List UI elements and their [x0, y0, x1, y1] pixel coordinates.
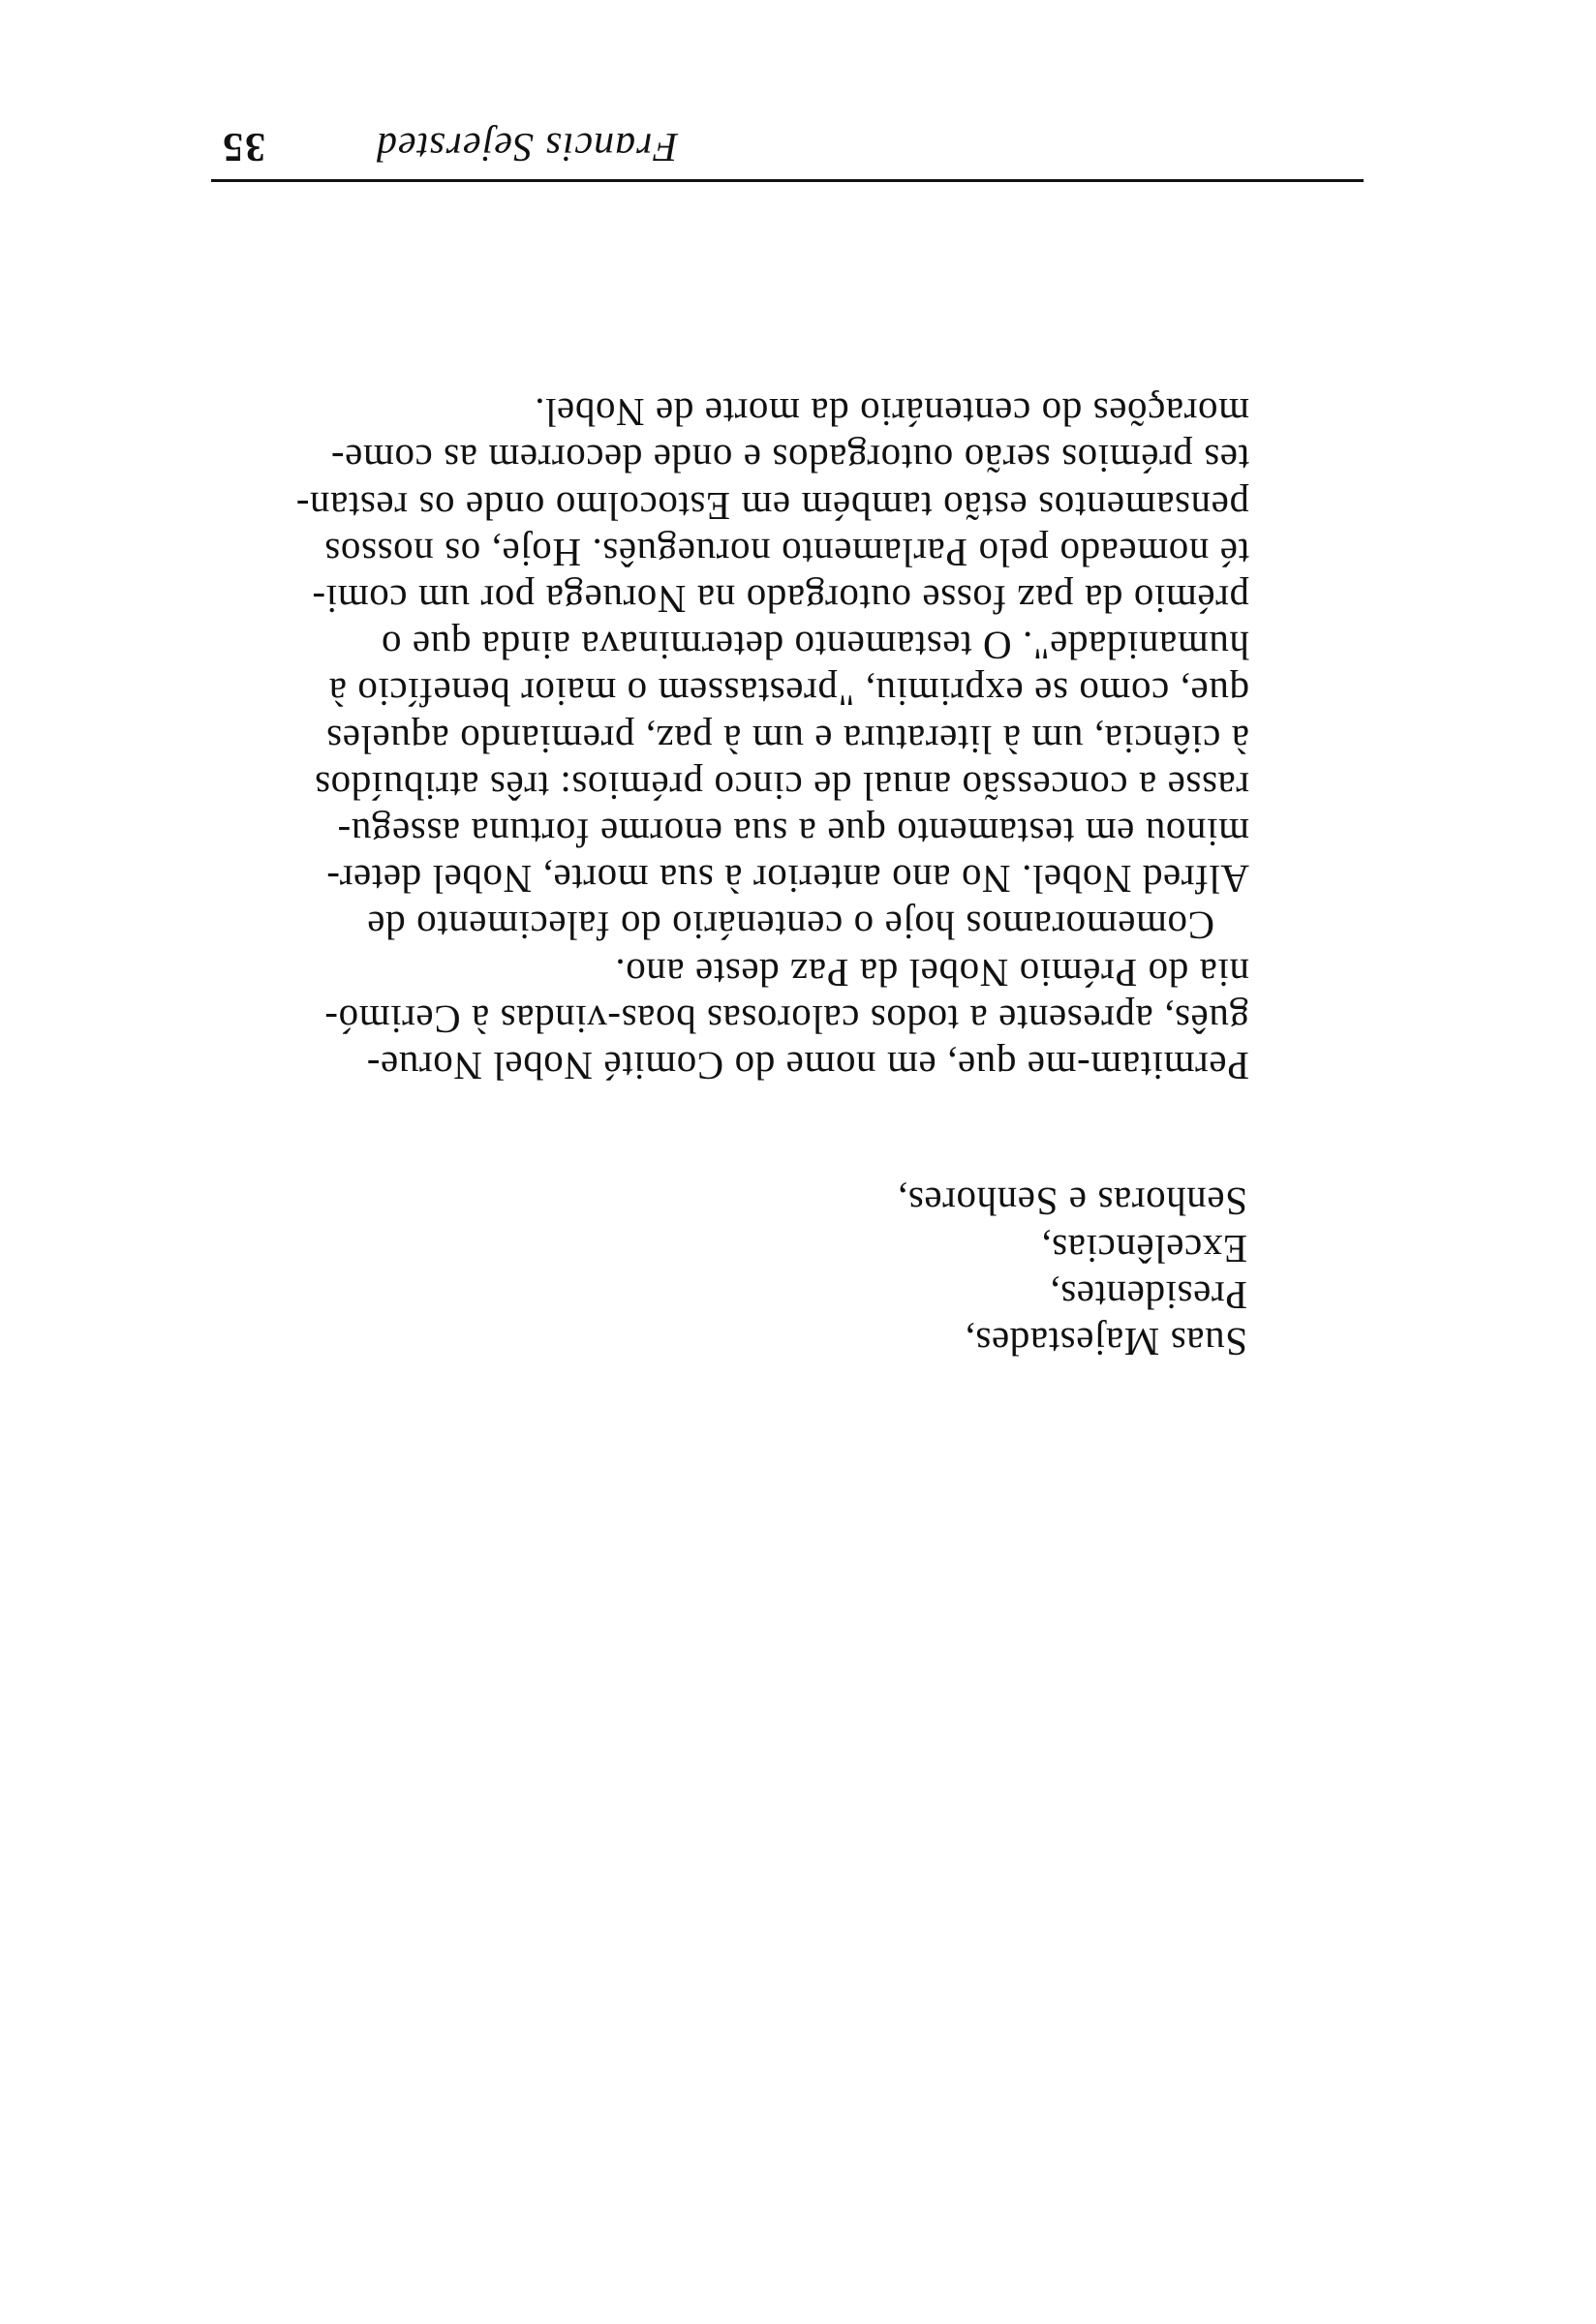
text-line: guês, apresente a todos calorosas boas-vindas à Cerimó- — [323, 996, 1249, 1042]
paragraph-welcome — [232, 949, 1249, 1089]
text-line: Comemoramos hoje o centenário do falecimento de — [366, 903, 1214, 949]
salutation-line: Excelências, — [1040, 1226, 1247, 1271]
salutation-line: Senhoras e Senhores, — [897, 1179, 1247, 1225]
text-line: humanidade". O testamento determinava ainda que o — [381, 624, 1249, 669]
text-line: que, como se exprimiu, "prestassem o maior benefício à — [328, 670, 1249, 716]
text-line: prémio da paz fosse outorgado na Noruega por um comi- — [311, 576, 1249, 622]
text-line: pensamentos estão também em Estocolmo onde os restan- — [295, 483, 1249, 529]
salutation-line: Suas Majestades, — [965, 1320, 1247, 1364]
salutation-block — [376, 1178, 1247, 1365]
text-line: nia do Prémio Nobel da Paz deste ano. — [614, 950, 1249, 995]
body-text — [232, 389, 1249, 1089]
running-head-author: Francis Sejersted — [376, 124, 679, 168]
running-header — [211, 124, 1364, 182]
text-line: Permitam-me que, em nome do Comité Nobel Norue- — [366, 1044, 1249, 1088]
text-line: tes prémios serão outorgados e onde decorrem as come- — [330, 437, 1249, 482]
text-line: rasse a concessão anual de cinco prémios: três atribuídos — [314, 763, 1249, 809]
text-line: minou em testamento que a sua enorme fortuna assegu- — [336, 810, 1249, 855]
header-rule — [211, 179, 1364, 182]
text-line: à ciência, um à literatura e um à paz, premiando aqueles — [325, 717, 1249, 762]
text-line: morações do centenário da morte de Nobel. — [534, 390, 1249, 436]
text-line: té nomeado pelo Parlamento norueguês. Hoje, os nossos — [323, 530, 1249, 575]
page-number: 35 — [221, 124, 265, 168]
salutation-line: Presidentes, — [1049, 1272, 1247, 1318]
paragraph-centenary — [232, 389, 1249, 949]
text-line: Alfred Nobel. No ano anterior à sua morte, Nobel deter- — [325, 857, 1249, 902]
